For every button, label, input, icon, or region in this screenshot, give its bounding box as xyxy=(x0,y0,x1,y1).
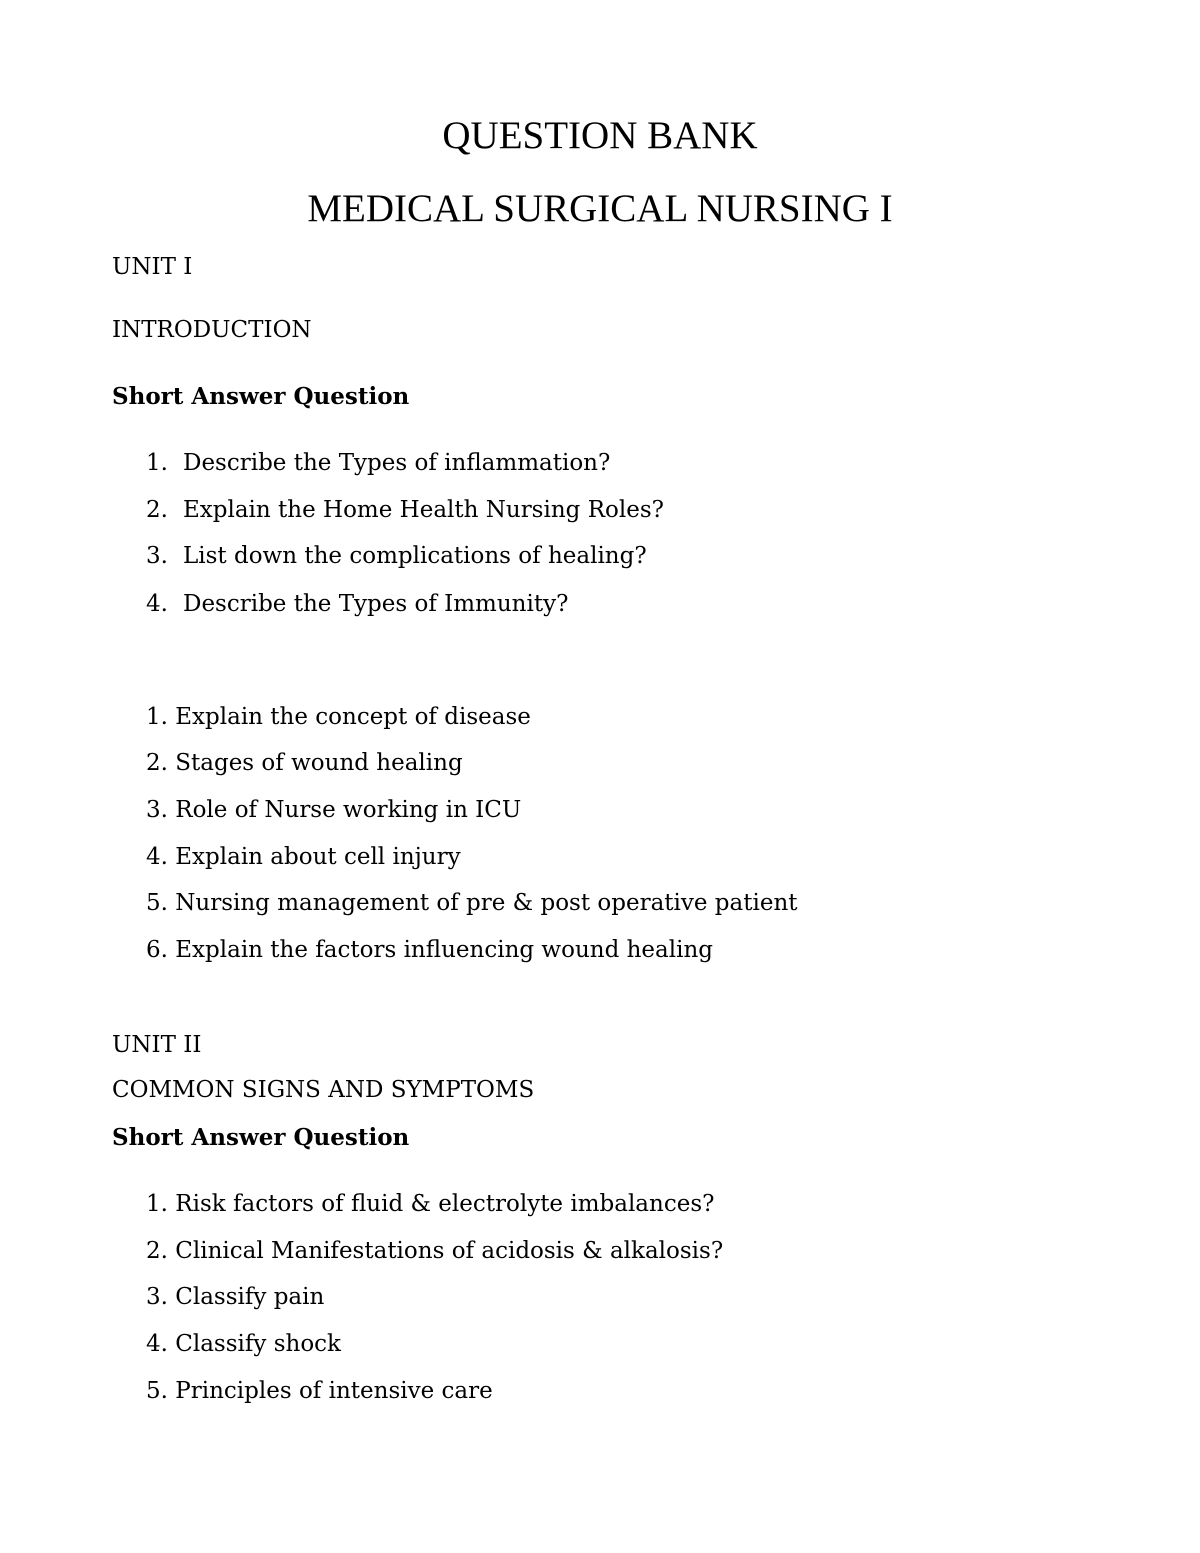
item-number: 4. xyxy=(146,1331,168,1357)
list-item xyxy=(146,593,568,616)
list-item xyxy=(146,1240,723,1263)
list-item xyxy=(146,846,461,869)
item-text: Explain about cell injury xyxy=(175,844,461,870)
item-number: 1. xyxy=(146,450,168,476)
item-number: 2. xyxy=(146,750,168,776)
list-item xyxy=(146,892,798,915)
item-text: Clinical Manifestations of acidosis & alkalosis? xyxy=(175,1238,724,1264)
item-number: 5. xyxy=(146,1378,168,1404)
item-number: 5. xyxy=(146,890,168,916)
list-item xyxy=(146,1193,714,1216)
unit-1-section-heading: Short Answer Question xyxy=(112,383,410,410)
unit-2-topic: COMMON SIGNS AND SYMPTOMS xyxy=(112,1077,535,1103)
item-number: 1. xyxy=(146,1191,168,1217)
list-item xyxy=(146,706,531,729)
item-text: Describe the Types of Immunity? xyxy=(183,591,569,617)
item-number: 2. xyxy=(146,1238,168,1264)
unit-2-heading: UNIT II xyxy=(112,1032,202,1058)
item-text: Explain the Home Health Nursing Roles? xyxy=(183,497,664,523)
list-item xyxy=(146,939,713,962)
item-number: 3. xyxy=(146,797,168,823)
list-item xyxy=(146,545,647,568)
unit-1-heading: UNIT I xyxy=(112,254,193,280)
item-text: Stages of wound healing xyxy=(175,750,463,776)
item-text: Principles of intensive care xyxy=(175,1378,493,1404)
document-subtitle: MEDICAL SURGICAL NURSING I xyxy=(307,187,893,230)
item-text: Explain the factors influencing wound healing xyxy=(175,937,713,963)
item-number: 3. xyxy=(146,543,168,569)
item-text: Describe the Types of inflammation? xyxy=(183,450,611,476)
list-item xyxy=(146,1333,341,1356)
item-text: Classify pain xyxy=(175,1284,325,1310)
item-text: Nursing management of pre & post operative patient xyxy=(175,890,798,916)
document-title: QUESTION BANK xyxy=(442,114,758,157)
item-text: List down the complications of healing? xyxy=(183,543,647,569)
list-item xyxy=(146,752,463,775)
item-number: 6. xyxy=(146,937,168,963)
item-number: 4. xyxy=(146,844,168,870)
item-number: 1. xyxy=(146,704,168,730)
item-text: Classify shock xyxy=(175,1331,341,1357)
item-text: Role of Nurse working in ICU xyxy=(175,797,522,823)
item-number: 4. xyxy=(146,591,168,617)
item-number: 2. xyxy=(146,497,168,523)
list-item xyxy=(146,452,610,475)
unit-2-section-heading: Short Answer Question xyxy=(112,1124,410,1151)
item-number: 3. xyxy=(146,1284,168,1310)
unit-1-topic: INTRODUCTION xyxy=(112,317,312,343)
item-text: Risk factors of fluid & electrolyte imbalances? xyxy=(175,1191,715,1217)
list-item xyxy=(146,1286,324,1309)
list-item xyxy=(146,1380,493,1403)
list-item xyxy=(146,799,521,822)
list-item xyxy=(146,499,664,522)
item-text: Explain the concept of disease xyxy=(175,704,531,730)
